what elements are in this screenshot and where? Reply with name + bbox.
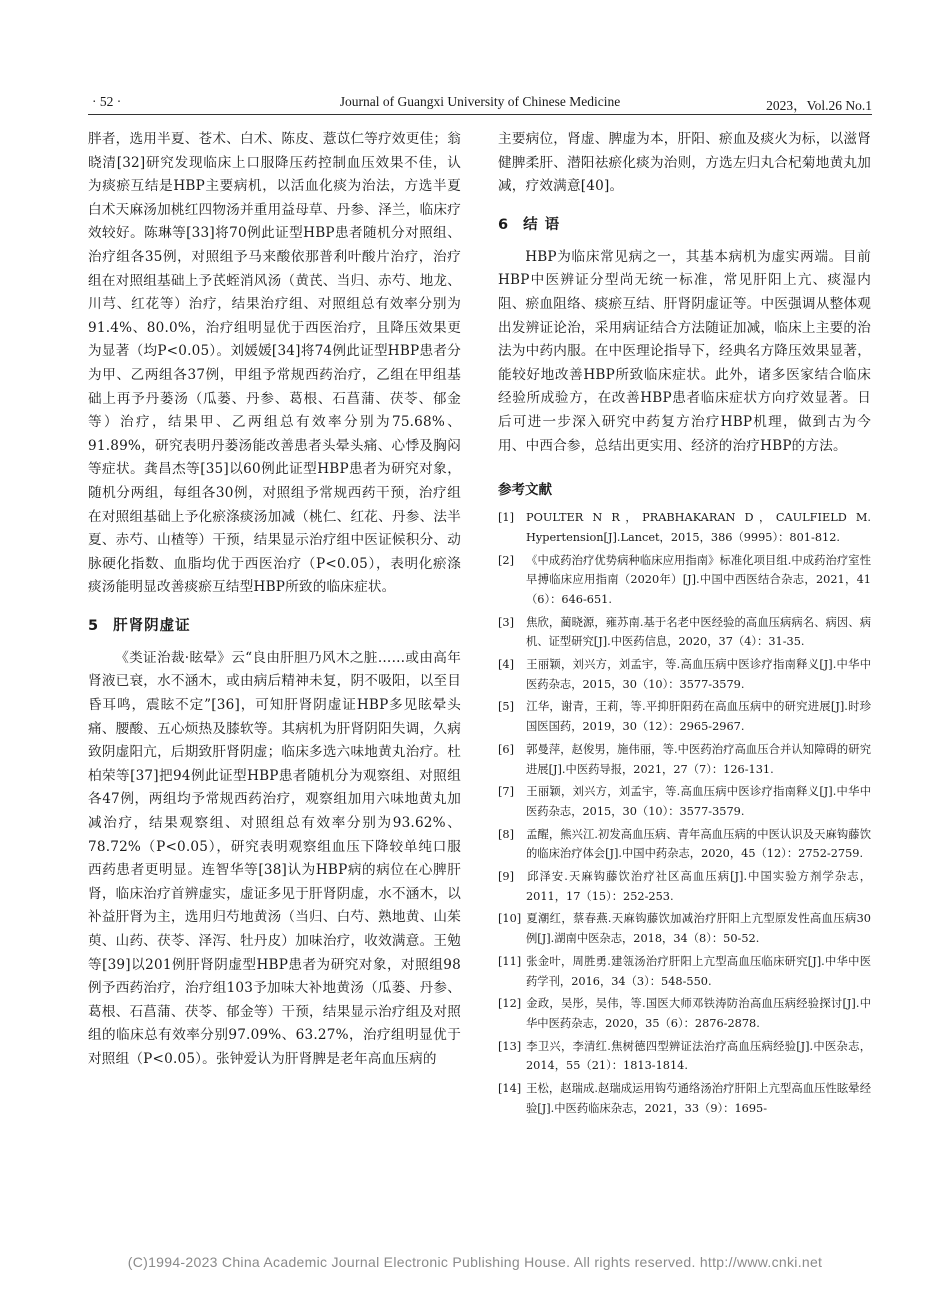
reference-number: [10]	[498, 912, 522, 926]
reference-text: 孟醒，熊兴江.初发高血压病、青年高血压病的中医认识及天麻钩藤饮的临床治疗体会[J].中国中药杂志，2020，45（12）：2752-2759.	[526, 827, 871, 861]
reference-item	[498, 994, 871, 1033]
paragraph-liver-kidney: 《类证治裁·眩晕》云“良由肝胆乃风木之脏……或由高年肾液已衰，水不涵木，或由病后精神未复，阴不吸阳，以至目昏耳鸣，震眩不定”[36]，可知肝肾阴虚证HBP多见眩晕头痛、腰酸、五心烦热及膝软等。其病机为肝肾阴阳失调，久病致阴虚阳亢，后期致肝肾阴虚；临床多选六味地黄丸治疗。杜柏荣等[37]把94例此证型HBP患者随机分为观察组、对照组各47例，两组均予常规西药治疗，观察组加用六味地黄丸加减治疗，结果观察组、对照组总有效率分别为93.62%、78.72%（P<0.05），研究表明观察组血压下降较单纯口服西药患者更明显。连智华等[38]认为HBP病的病位在心脾肝肾，临床治疗首辨虚实，虚证多见于肝肾阴虚，水不涵木，以补益肝肾为主，选用归芍地黄汤（当归、白芍、熟地黄、山茱萸、山药、茯苓、泽泻、牡丹皮）加味治疗，收效满意。王勉等[39]以201例肝肾阴虚型HBP患者为研究对象，对照组98例予西药治疗，治疗组103予加味大补地黄汤（瓜蒌、丹参、葛根、石菖蒲、茯苓、郁金等）干预，结果显示治疗组及对照组的临床总有效率分别97.09%、63.27%，治疗组明显优于对照组（P<0.05）。张钟爱认为肝肾脾是老年高血压病的	[88, 649, 461, 1067]
reference-item	[498, 1037, 871, 1076]
reference-number: [2]	[498, 553, 515, 567]
reference-number: [3]	[498, 615, 515, 629]
reference-text: 金政，吴彤，吴伟，等.国医大师邓铁涛防治高血压病经验探讨[J].中华中医药杂志，2020，35（6）：2876-2878.	[526, 997, 871, 1030]
reference-item	[498, 782, 871, 821]
section-number: 6	[498, 216, 510, 233]
reference-text: 《中成药治疗优势病种临床应用指南》标准化项目组.中成药治疗室性早搏临床应用指南（2020年）[J].中国中西医结合杂志，2021，41（6）：646-651.	[526, 553, 871, 606]
right-column	[498, 128, 871, 1122]
section-heading-5	[88, 614, 461, 635]
reference-number: [1]	[498, 511, 515, 525]
left-column	[88, 128, 461, 1072]
reference-number: [7]	[498, 785, 515, 799]
reference-item	[498, 740, 871, 779]
reference-item	[498, 508, 871, 547]
reference-text: 夏潮红，蔡春燕.天麻钩藤饮加减治疗肝阳上亢型原发性高血压病30例[J].湖南中医杂志，2018，34（8）：50-52.	[526, 912, 871, 946]
reference-number: [9]	[498, 870, 515, 884]
section-title: 结 语	[523, 216, 561, 233]
paragraph-conclusion: HBP为临床常见病之一，其基本病机为虚实两端。目前HBP中医辨证分型尚无统一标准，常见肝阳上亢、痰湿内阻、瘀血阻络、痰瘀互结、肝肾阴虚证等。中医强调从整体观出发辨证论治，采用病证结合方法随证加减，临床上主要的治法为中药内服。在中医理论指导下，经典名方降压效果显著，能较好地改善HBP所致临床症状。此外，诸多医家结合临床经验所成验方，在改善HBP患者临床症状方向疗效显著。日后可进一步深入研究中药复方治疗HBP机理，做到古为今用、中西合参，总结出更实用、经济的治疗HBP的方法。	[498, 248, 871, 454]
reference-item	[498, 825, 871, 864]
reference-item	[498, 697, 871, 736]
section-number: 5	[88, 617, 100, 634]
reference-number: [4]	[498, 658, 515, 672]
reference-number: [5]	[498, 700, 515, 714]
reference-text: 张金叶，周胜勇.建瓴汤治疗肝阳上亢型高血压临床研究[J].中华中医药学刊，2016，34（3）：548-550.	[526, 954, 871, 988]
reference-number: [13]	[498, 1039, 522, 1053]
reference-number: [8]	[498, 827, 515, 841]
page-header	[88, 90, 872, 115]
reference-text: 郭曼萍，赵俊男，施伟丽，等.中医药治疗高血压合并认知障碍的研究进展[J].中医药导报，2021，27（7）：126-131.	[526, 742, 871, 776]
reference-text: 王丽颖，刘兴方，刘孟宇，等.高血压病中医诊疗指南释义[J].中华中医药杂志，2015，30（10）：3577-3579.	[526, 658, 871, 691]
journal-title: Journal of Guangxi University of Chinese Medicine	[339, 94, 621, 109]
issue-info: 2023，Vol.26 No.1	[766, 98, 872, 113]
reference-text: 王丽颖，刘兴方，刘孟宇，等.高血压病中医诊疗指南释义[J].中华中医药杂志，2015，30（10）：3577-3579.	[526, 785, 871, 818]
section-title: 肝肾阴虚证	[113, 617, 191, 634]
reference-item	[498, 1079, 871, 1118]
reference-list	[498, 508, 871, 1118]
reference-number: [11]	[498, 954, 522, 968]
reference-item	[498, 867, 871, 906]
reference-item	[498, 613, 871, 652]
reference-text: 李卫兴，李清红.焦树德四型辨证法治疗高血压病经验[J].中医杂志，2014，55（21）：1813-1814.	[526, 1039, 871, 1073]
reference-item	[498, 655, 871, 694]
reference-text: 邱泽安.天麻钩藤饮治疗社区高血压病[J].中国实验方剂学杂志，2011，17（15）：252-253.	[526, 870, 871, 903]
reference-text: POULTER N R，PRABHAKARAN D，CAULFIELD M. Hypertension[J].Lancet，2015，386（9995）：801-812.	[526, 511, 871, 544]
section-heading-6	[498, 213, 871, 234]
references-heading: 参考文献	[498, 482, 552, 499]
reference-text: 江华，谢青，王莉，等.平抑肝阳药在高血压病中的研究进展[J].时珍国医国药，2019，30（12）：2965-2967.	[526, 700, 871, 734]
reference-text: 焦欣，蔺晓源，雍苏南.基于名老中医经验的高血压病病名、病因、病机、证型研究[J].中医药信息，2020，37（4）：31-35.	[526, 615, 871, 649]
copyright-footer: (C)1994-2023 China Academic Journal Electronic Publishing House. All rights reserved. http://www.cnki.net	[127, 1254, 823, 1270]
reference-item	[498, 952, 871, 991]
paragraph-continuation-right: 主要病位，肾虚、脾虚为本，肝阳、瘀血及痰火为标，以滋肾健脾柔肝、潜阳祛瘀化痰为治则，方选左归丸合杞菊地黄丸加减，疗效满意[40]。	[498, 131, 871, 195]
reference-text: 王松，赵瑞成.赵瑞成运用钩芍通络汤治疗肝阳上亢型高血压性眩晕经验[J].中医药临床杂志，2021，33（9）：1695-	[526, 1082, 871, 1115]
page-number: · 52 ·	[92, 94, 122, 109]
paragraph-continuation: 胖者，选用半夏、苍术、白术、陈皮、薏苡仁等疗效更佳；翁晓清[32]研究发现临床上口服降压药控制血压效果不佳，认为痰瘀互结是HBP主要病机，以活血化痰为治法，方选半夏白术天麻汤加桃红四物汤并重用益母草、丹参、泽兰，临床疗效较好。陈琳等[33]将70例此证型HBP患者随机分对照组、治疗组各35例，对照组予马来酸依那普利叶酸片治疗，治疗组在对照组基础上予芪蛭消风汤（黄芪、当归、赤芍、地龙、川芎、红花等）治疗，结果治疗组、对照组总有效率分别为91.4%、80.0%，治疗组明显优于西医治疗，且降压效果更为显著（均P<0.05）。刘媛媛[34]将74例此证型HBP患者分为甲、乙两组各37例，甲组予常规西药治疗，乙组在甲组基础上再予丹蒌汤（瓜蒌、丹参、葛根、石菖蒲、茯苓、郁金等）治疗，结果甲、乙两组总有效率分别为75.68%、91.89%，研究表明丹蒌汤能改善患者头晕头痛、心悸及胸闷等症状。龚昌杰等[35]以60例此证型HBP患者为研究对象，随机分两组，每组各30例，对照组予常规西药干预，治疗组在对照组基础上予化瘀涤痰汤加减（桃仁、红花、丹参、法半夏、赤芍、山楂等）干预，结果显示治疗组中医证候积分、动脉硬化指数、血脂均优于西医治疗（P<0.05），表明化瘀涤痰汤能明显改善痰瘀互结型HBP所致的临床症状。	[88, 131, 461, 596]
reference-item	[498, 909, 871, 948]
reference-item	[498, 551, 871, 610]
reference-number: [6]	[498, 742, 515, 756]
reference-number: [12]	[498, 997, 522, 1011]
reference-number: [14]	[498, 1082, 522, 1096]
